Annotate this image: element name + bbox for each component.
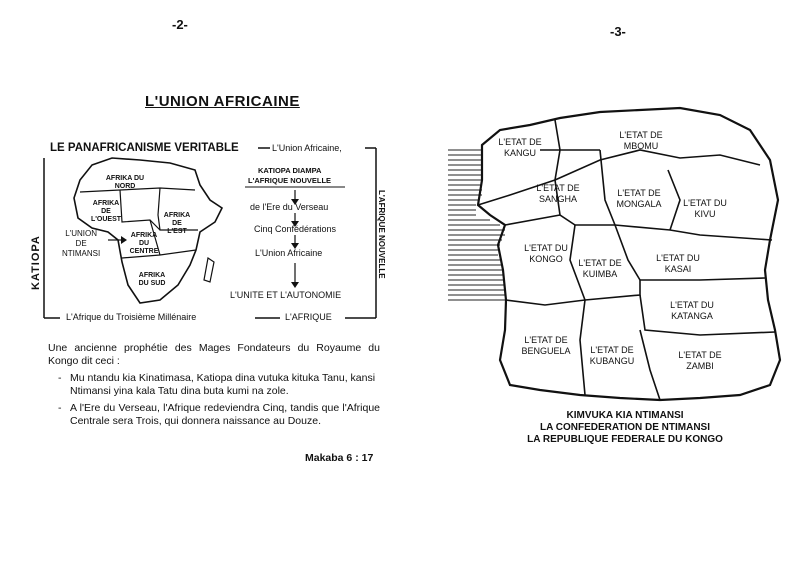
caption-confederation: LA CONFEDERATION DE NTIMANSI [540,422,710,433]
page-number-right: -3- [610,24,626,39]
prophecy-bullet-1: Mu ntandu kia Kinatimasa, Katiopa dina vutuka kituka Tanu, kansi Ntimansi yina kala Tatu dina buta kumi na zole. [70,372,376,397]
afrique-nouvelle-label: L'AFRIQUE NOUVELLE [248,176,332,185]
troisieme-millenaire: L'Afrique du Troisième Millénaire [66,312,197,322]
ere-verseau: de l'Ere du Verseau [250,202,329,212]
state-kasai: L'ETAT DU KASAI [656,253,700,274]
map-label-ouest: AFRIKA DE L'OUEST [90,200,122,223]
caption-kimvuka: KIMVUKA KIA NTIMANSI [566,410,684,421]
map-label-centre: AFRIKA DU CENTRE [129,232,159,255]
panafricanism-label: LE PANAFRICANISME VERITABLE [50,142,239,154]
afrique-nouvelle-vertical: L'AFRIQUE NOUVELLE [377,190,386,279]
bullet-dash: - [58,372,62,384]
unite-autonomie: L'UNITE ET L'AUTONOMIE [230,290,342,300]
state-kangu: L'ETAT DE KANGU [498,137,542,158]
state-kubangu: L'ETAT DE KUBANGU [589,345,635,366]
prophecy-intro: Une ancienne prophétie des Mages Fondateurs du Royaume du Kongo dit ceci : [48,342,380,367]
state-zambi: L'ETAT DE ZAMBI [678,350,722,371]
caption-republique: LA REPUBLIQUE FEDERALE DU KONGO [527,434,723,445]
state-mbomu: L'ETAT DE MBOMU [619,130,663,151]
map-label-est: AFRIKA DE L'EST [163,212,191,235]
prophecy-bullet-2: A l'Ere du Verseau, l'Afrique redeviendra Cinq, tandis que l'Afrique Centrale sera Trois, qui donnera naissance au Douze. [70,402,380,427]
bullet-dash: - [58,402,62,414]
state-sangha: L'ETAT DE SANGHA [536,183,580,204]
katiopa-vertical: KATIOPA [30,235,42,290]
state-mongala: L'ETAT DE MONGALA [616,188,662,209]
union-africaine-mid: L'Union Africaine [255,248,323,258]
page-number-left: -2- [172,17,188,32]
cinq-confederations: Cinq Confédérations [254,224,337,234]
map-label-sud: AFRIKA DU SUD [138,272,166,287]
map-label-nord: AFRIKA DU NORD [105,175,145,190]
union-ntimansi-label: L'UNION DE NTIMANSI [62,229,101,258]
katiopa-diampa: KATIOPA DIAMPA [258,166,322,175]
state-benguela: L'ETAT DE BENGUELA [521,335,571,356]
afrique-bottom: L'AFRIQUE [285,312,332,322]
state-katanga: L'ETAT DU KATANGA [670,300,714,321]
state-kuimba: L'ETAT DE KUIMBA [578,258,622,279]
state-kongo: L'ETAT DU KONGO [524,243,568,264]
union-africaine-top: L'Union Africaine, [272,143,342,153]
reference: Makaba 6 : 17 [305,452,374,464]
page-title: L'UNION AFRICAINE [145,93,300,110]
state-kivu: L'ETAT DU KIVU [683,198,727,219]
